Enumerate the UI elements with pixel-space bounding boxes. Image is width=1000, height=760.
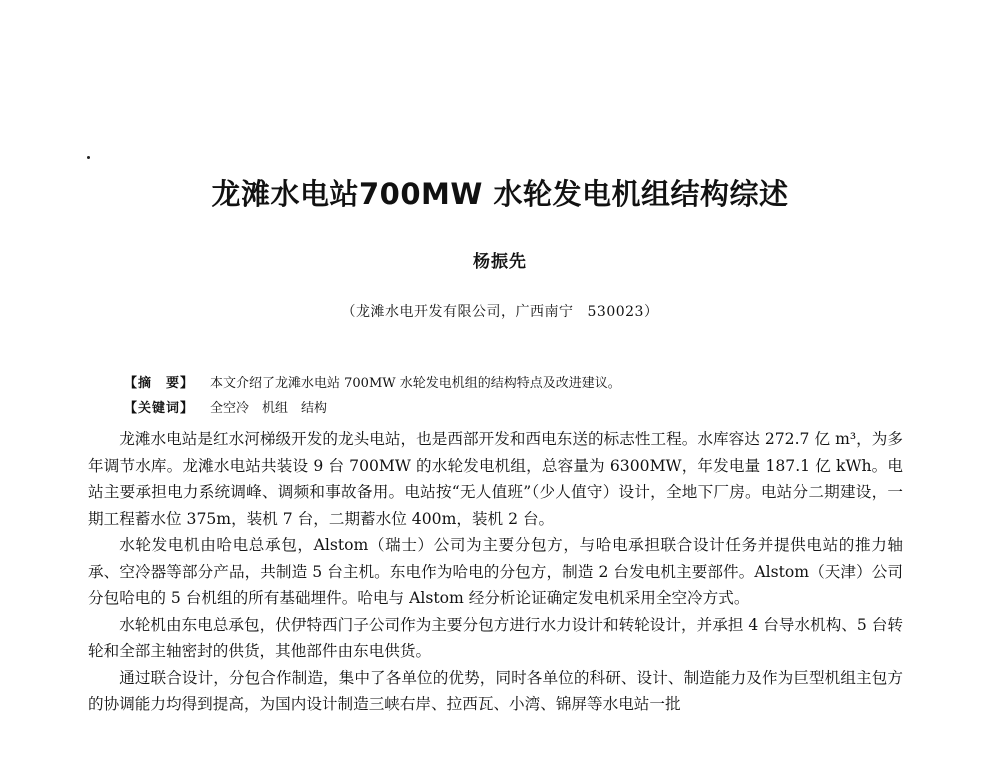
body-paragraph: 通过联合设计，分包合作制造，集中了各单位的优势，同时各单位的科研、设计、制造能力及作为巨型机组主包方的协调能力均得到提高，为国内设计制造三峡右岸、拉西瓦、小湾、锦屏等水电站一批 — [88, 668, 903, 713]
abstract-label: 【摘 要】 — [124, 376, 195, 391]
body-paragraph: 龙滩水电站是红水河梯级开发的龙头电站，也是西部开发和西电东送的标志性工程。水库容达 272.7 亿 m³，为多年调节水库。龙滩水电站共装设 9 台 700MW 的水轮发电机组，总容量为 6300MW，年发电量 187.1 亿 kWh。电站主要承担电力系统调峰、调频和事故备用。电站按“无人值班”（少人值守）设计，全地下厂房。电站分二期建设，一期工程蓄水位 375m，装机 7 台，二期蓄水位 400m，装机 2 台。 — [88, 430, 903, 528]
abstract-text: 本文介绍了龙滩水电站 700MW 水轮发电机组的结构特点及改进建议。 — [210, 376, 621, 391]
paper-title: 龙滩水电站700MW 水轮发电机组结构综述 — [211, 177, 789, 211]
affiliation-name: （龙滩水电开发有限公司，广西南宁 — [341, 304, 574, 320]
stray-mark — [87, 156, 90, 159]
keywords-text: 全空冷 机组 结构 — [210, 401, 328, 416]
affiliation-postcode: 530023） — [587, 304, 659, 320]
keywords-label: 【关键词】 — [124, 401, 195, 416]
abstract — [124, 372, 621, 391]
author-name: 杨振先 — [473, 252, 527, 272]
affiliation — [0, 301, 1000, 321]
body-paragraph: 水轮发电机由哈电总承包，Alstom（瑞士）公司为主要分包方，与哈电承担联合设计任务并提供电站的推力轴承、空冷器等部分产品，共制造 5 台主机。东电作为哈电的分包方，制造 2 台发电机主要部件。Alstom（天津）公司分包哈电的 5 台机组的所有基础埋件。哈电与 Alstom 经分析论证确定发电机采用全空冷方式。 — [88, 536, 903, 607]
keywords — [124, 397, 327, 416]
body-paragraph: 水轮机由东电总承包，伏伊特西门子公司作为主要分包方进行水力设计和转轮设计，并承担 4 台导水机构、5 台转轮和全部主轴密封的供货，其他部件由东电供货。 — [88, 615, 903, 660]
body-text — [88, 426, 903, 718]
